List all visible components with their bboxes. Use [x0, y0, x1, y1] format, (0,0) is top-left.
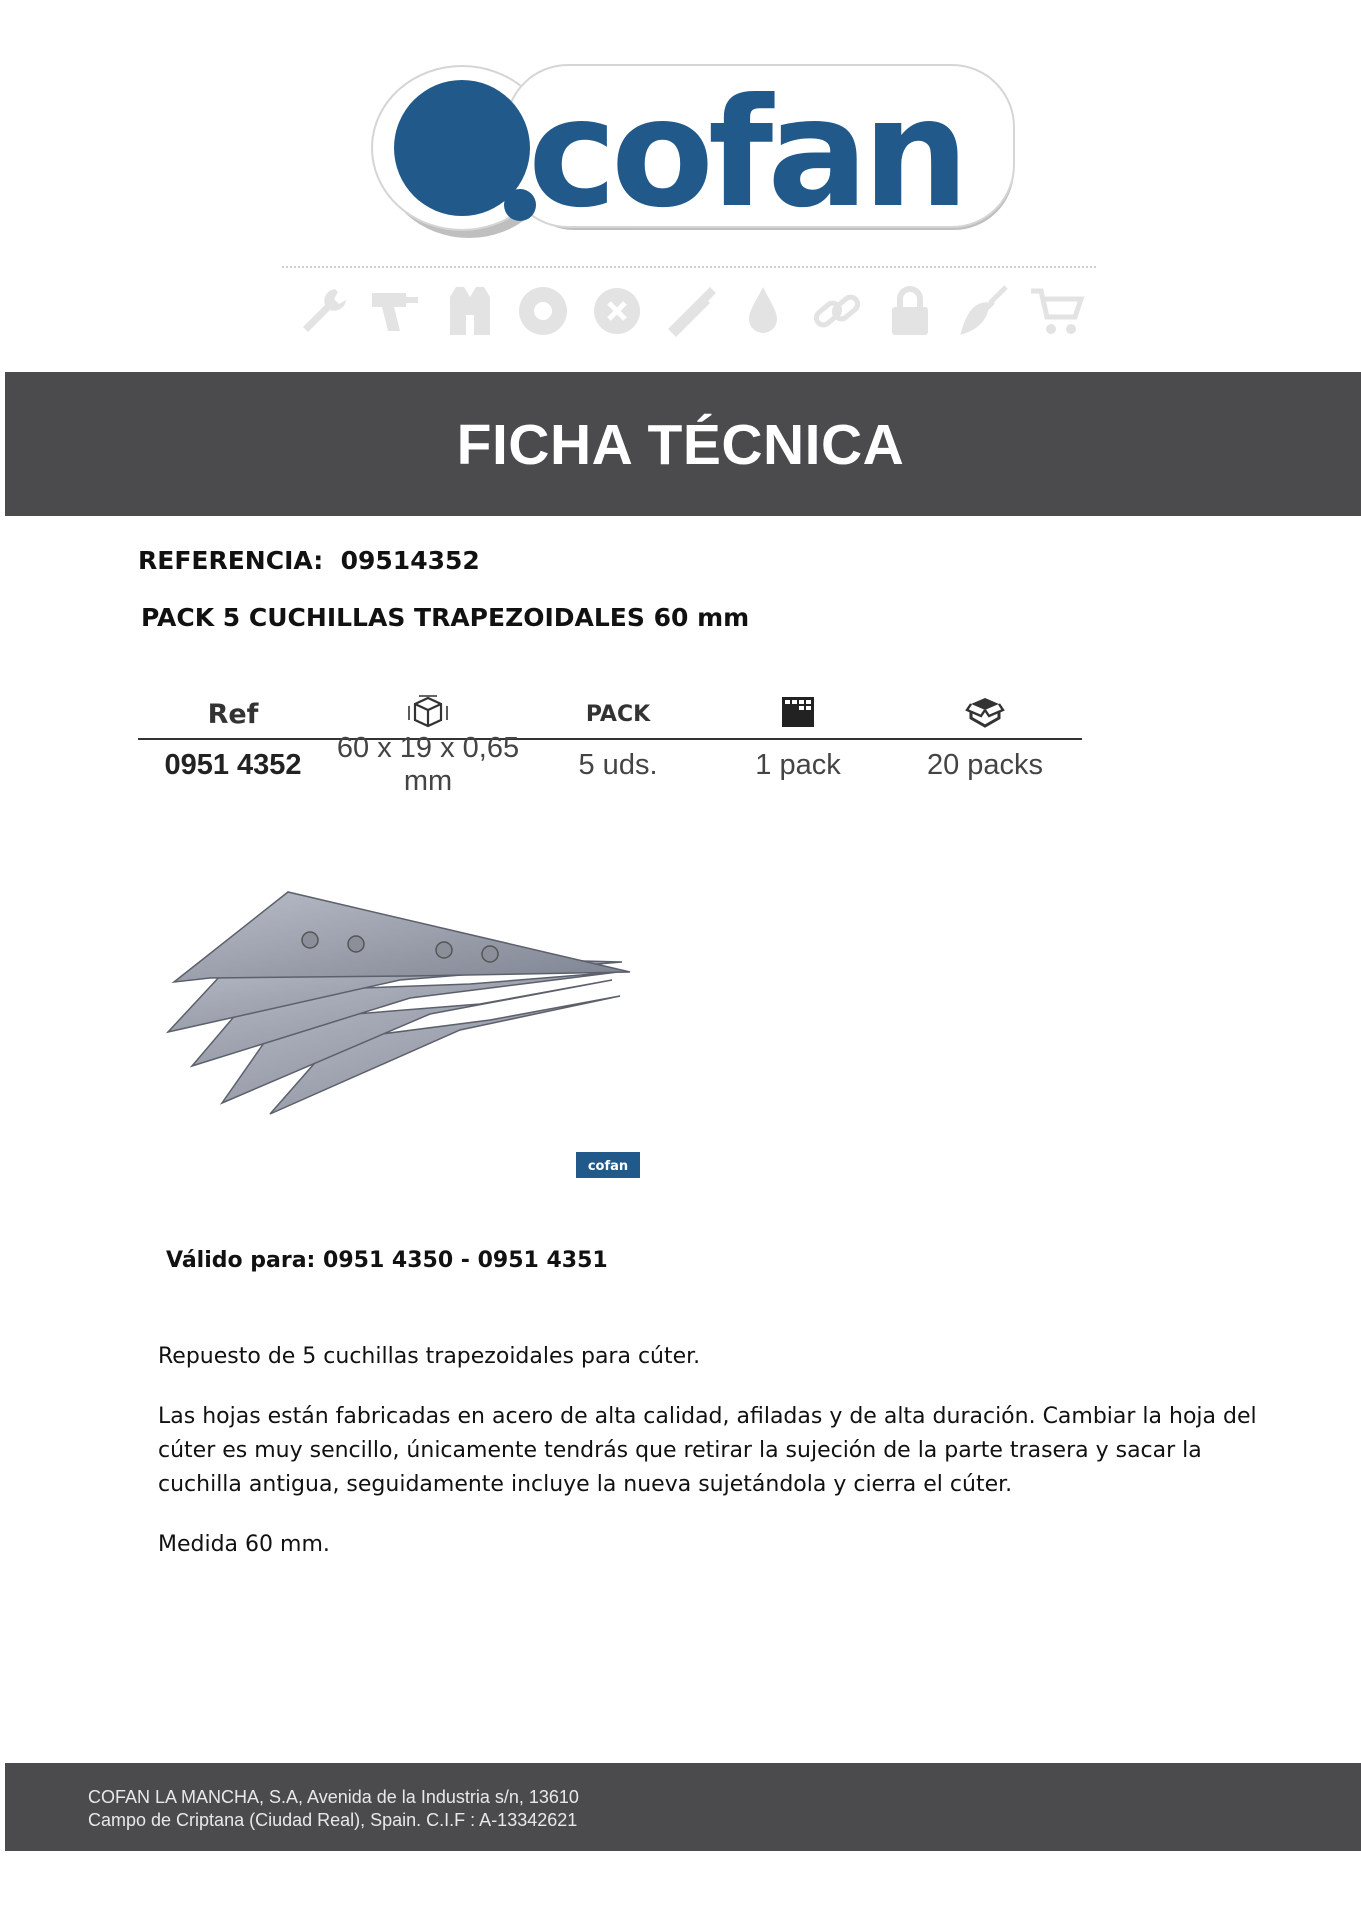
drill-icon — [368, 283, 424, 339]
row-pack: 5 uds. — [578, 748, 658, 781]
description-paragraph: Medida 60 mm. — [158, 1532, 330, 1557]
padlock-icon — [882, 283, 938, 339]
dotted-divider — [282, 266, 1096, 268]
safety-vest-icon — [442, 283, 498, 339]
tool-icons-row — [295, 283, 1085, 339]
description-paragraph: Repuesto de 5 cuchillas trapezoidales para cúter. — [158, 1344, 701, 1369]
reference-label: REFERENCIA: — [138, 546, 324, 575]
trowel-icon — [956, 283, 1012, 339]
ref-header: Ref — [207, 698, 259, 730]
cofan-logo — [370, 45, 1020, 250]
logo-wordmark: cofan — [528, 67, 964, 241]
hand-saw-icon — [662, 283, 718, 339]
reference-value: 09514352 — [340, 546, 480, 575]
box-dimensions-icon — [407, 694, 449, 730]
row-dimensions: 60 x 19 x 0,65 mm — [336, 732, 520, 797]
open-box-icon — [965, 694, 1005, 730]
footer-line-2: Campo de Criptana (Ciudad Real), Spain. C.I.F : A-13342621 — [88, 1810, 578, 1830]
drop-icon — [735, 283, 791, 339]
box-header — [888, 694, 1082, 735]
product-image — [160, 880, 660, 1180]
valid-for: Válido para: 0951 4350 - 0951 4351 — [166, 1248, 608, 1273]
page-title: FICHA TÉCNICA — [456, 413, 905, 477]
footer-line-1: COFAN LA MANCHA, S.A, Avenida de la Industria s/n, 13610 — [88, 1787, 579, 1807]
inner-pack-header — [708, 696, 888, 733]
spec-table-row — [138, 732, 1082, 797]
chain-icon — [809, 283, 865, 339]
reference-line — [138, 546, 480, 575]
cutting-disc-icon — [589, 283, 645, 339]
row-inner-pack: 1 pack — [755, 748, 841, 781]
spec-table-header — [138, 690, 1082, 740]
cart-icon — [1029, 283, 1085, 339]
product-name: PACK 5 CUCHILLAS TRAPEZOIDALES 60 mm — [141, 603, 750, 632]
dimensions-header — [328, 694, 528, 735]
row-box: 20 packs — [926, 748, 1044, 781]
wrench-icon — [295, 283, 351, 339]
footer-address — [88, 1786, 579, 1832]
pack-header: PACK — [585, 701, 651, 727]
description-paragraph: Las hojas están fabricadas en acero de alta calidad, afiladas y de alta duración. Cambiar la hoja del cúter es muy sencillo, únicamente tendrás que retirar la sujeción de la parte trasera y sacar la cuchilla antigua, seguidamente incluye la nueva sujetándola y cierra el cúter. — [158, 1404, 1257, 1497]
inner-pack-icon — [781, 696, 815, 728]
image-badge: cofan — [587, 1159, 629, 1174]
row-ref: 0951 4352 — [164, 748, 302, 781]
description — [158, 1340, 1258, 1588]
spec-table — [138, 690, 1082, 797]
saw-blade-icon — [515, 283, 571, 339]
